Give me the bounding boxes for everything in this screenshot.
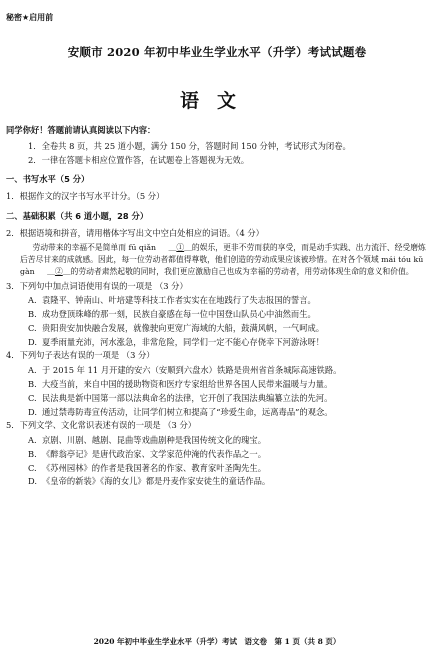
option-letter: A. bbox=[28, 295, 37, 306]
option-letter: D. bbox=[28, 476, 37, 487]
option-letter: D. bbox=[28, 336, 37, 347]
blank-number: ② bbox=[54, 266, 63, 276]
exam-title: 安顺市 2020 年初中毕业生学业水平（升学）考试试题卷 bbox=[67, 45, 367, 59]
option-d bbox=[6, 337, 428, 348]
passage-text: 同时，我们更应激励自己也成为幸福的劳动者，用劳动体现生命的意义和价值。 bbox=[140, 266, 414, 276]
option-a bbox=[6, 295, 428, 306]
notice-item: 2．一律在答题卡相应位置作答，在试题卷上答题视为无效。 bbox=[28, 154, 249, 165]
subject-title: 语文 bbox=[179, 90, 254, 112]
option-c bbox=[6, 323, 428, 334]
option-text: 贵阳贵安加快融合发展，就像驶向更宽广海域的大船，鼓满风帆，一气呵成。 bbox=[42, 322, 325, 333]
option-letter: D. bbox=[28, 406, 37, 417]
section-heading-basics: 二、基础积累（共 6 道小题，28 分） bbox=[6, 210, 149, 221]
question-4-stem: 4．下列句子表达有误的一项是 （3 分） bbox=[6, 350, 155, 361]
passage-text: 劳动带来的幸福不是简单而 fū qiǎn bbox=[32, 243, 157, 253]
option-letter: B. bbox=[28, 379, 37, 389]
option-a bbox=[6, 365, 428, 376]
option-c bbox=[6, 393, 428, 404]
blank-1: ＿①＿ bbox=[168, 243, 192, 253]
passage-text: 创造的劳动成果应该被珍惜。在对各个领域 mái tóu kǔ gàn bbox=[20, 255, 424, 276]
option-text: 《苏州园林》的作者是我国著名的作家、教育家叶圣陶先生。 bbox=[42, 462, 267, 473]
option-a bbox=[6, 435, 428, 446]
option-c bbox=[6, 463, 428, 474]
option-text: 民法典是新中国第一部以法典命名的法律，它开创了我国法典编纂立法的先河。 bbox=[42, 392, 333, 403]
option-letter: C. bbox=[28, 322, 37, 333]
option-text: 《皇帝的新装》《海的女儿》都是丹麦作家安徒生的童话作品。 bbox=[42, 476, 271, 487]
option-letter: B. bbox=[28, 448, 37, 459]
page-footer: 2020 年初中毕业生学业水平（升学）考试 语文卷 第 1 页（共 8 页） bbox=[93, 637, 341, 646]
option-b bbox=[6, 379, 428, 390]
option-d bbox=[6, 476, 428, 487]
option-d bbox=[6, 407, 428, 418]
option-text: 成功登顶珠峰的那一刻，民族自豪感在每一位中国登山队员心中油然而生。 bbox=[42, 309, 316, 320]
option-text: 袁隆平、钟南山、叶培建等科技工作者实实在在地践行了失志报国的誓言。 bbox=[42, 295, 316, 306]
blank-2: ＿②＿ bbox=[47, 266, 71, 276]
question-3-stem: 3．下列句中加点词语使用有误的一项是 （3 分） bbox=[6, 280, 188, 291]
question-1: 1．根据作文的汉字书写水平计分。（5 分） bbox=[6, 191, 165, 202]
option-letter: A. bbox=[28, 365, 37, 376]
option-text: 大疫当前，来自中国的援助物资和医疗专家组给世界各国人民带来温暖与力量。 bbox=[42, 379, 333, 389]
option-letter: C. bbox=[28, 462, 37, 473]
option-letter: C. bbox=[28, 392, 37, 403]
notice-heading: 同学你好！答题前请认真阅读以下内容： bbox=[6, 125, 156, 135]
passage-text: 的娱乐，更非不劳而获的享受，而是动手 bbox=[191, 243, 333, 253]
blank-number: ① bbox=[176, 243, 185, 253]
passage-text: 实践、出力流汗、经受磨炼后苦尽甘来的成就感。因此，每一位劳动者都值得尊敬，他们 bbox=[20, 243, 426, 265]
exam-body bbox=[6, 125, 428, 490]
question-2-passage bbox=[6, 242, 428, 277]
section-heading-writing: 一、书写水平（5 分） bbox=[6, 174, 90, 185]
option-text: 通过禁毒防毒宣传活动，让同学们树立和提高了“珍爱生命，远离毒品”的观念。 bbox=[42, 406, 333, 417]
option-text: 夏季雨量充沛，河水涨急，非常危险，同学们一定不能心存侥幸下河游泳呀！ bbox=[42, 336, 325, 347]
secret-label: 秘密★启用前 bbox=[6, 13, 54, 22]
passage-text: 的劳动者肃然起敬的 bbox=[70, 266, 141, 276]
option-text: 于 2015 年 11 月开建的安六（安顺到六盘水）铁路是贵州省首条城际高速铁路。 bbox=[42, 365, 342, 376]
option-text: 《醉翁亭记》是唐代政治家、文学家范仲淹的代表作品之一。 bbox=[42, 448, 267, 459]
option-letter: B. bbox=[28, 309, 37, 320]
option-letter: A. bbox=[28, 435, 37, 446]
option-text: 京剧、川剧、越剧、昆曲等戏曲剧种是我国传统文化的瑰宝。 bbox=[42, 435, 267, 446]
option-b bbox=[6, 309, 428, 320]
option-b bbox=[6, 449, 428, 460]
notice-item: 1．全卷共 8 页，共 25 道小题，满分 150 分，答题时间 150 分钟，考试形式为闭卷。 bbox=[28, 140, 351, 151]
question-2-stem: 2．根据语境和拼音，请用楷体字写出文中空白处相应的词语。（4 分） bbox=[6, 227, 264, 238]
question-5-stem: 5．下列文学、文化常识表述有误的一项是 （3 分） bbox=[6, 420, 197, 431]
